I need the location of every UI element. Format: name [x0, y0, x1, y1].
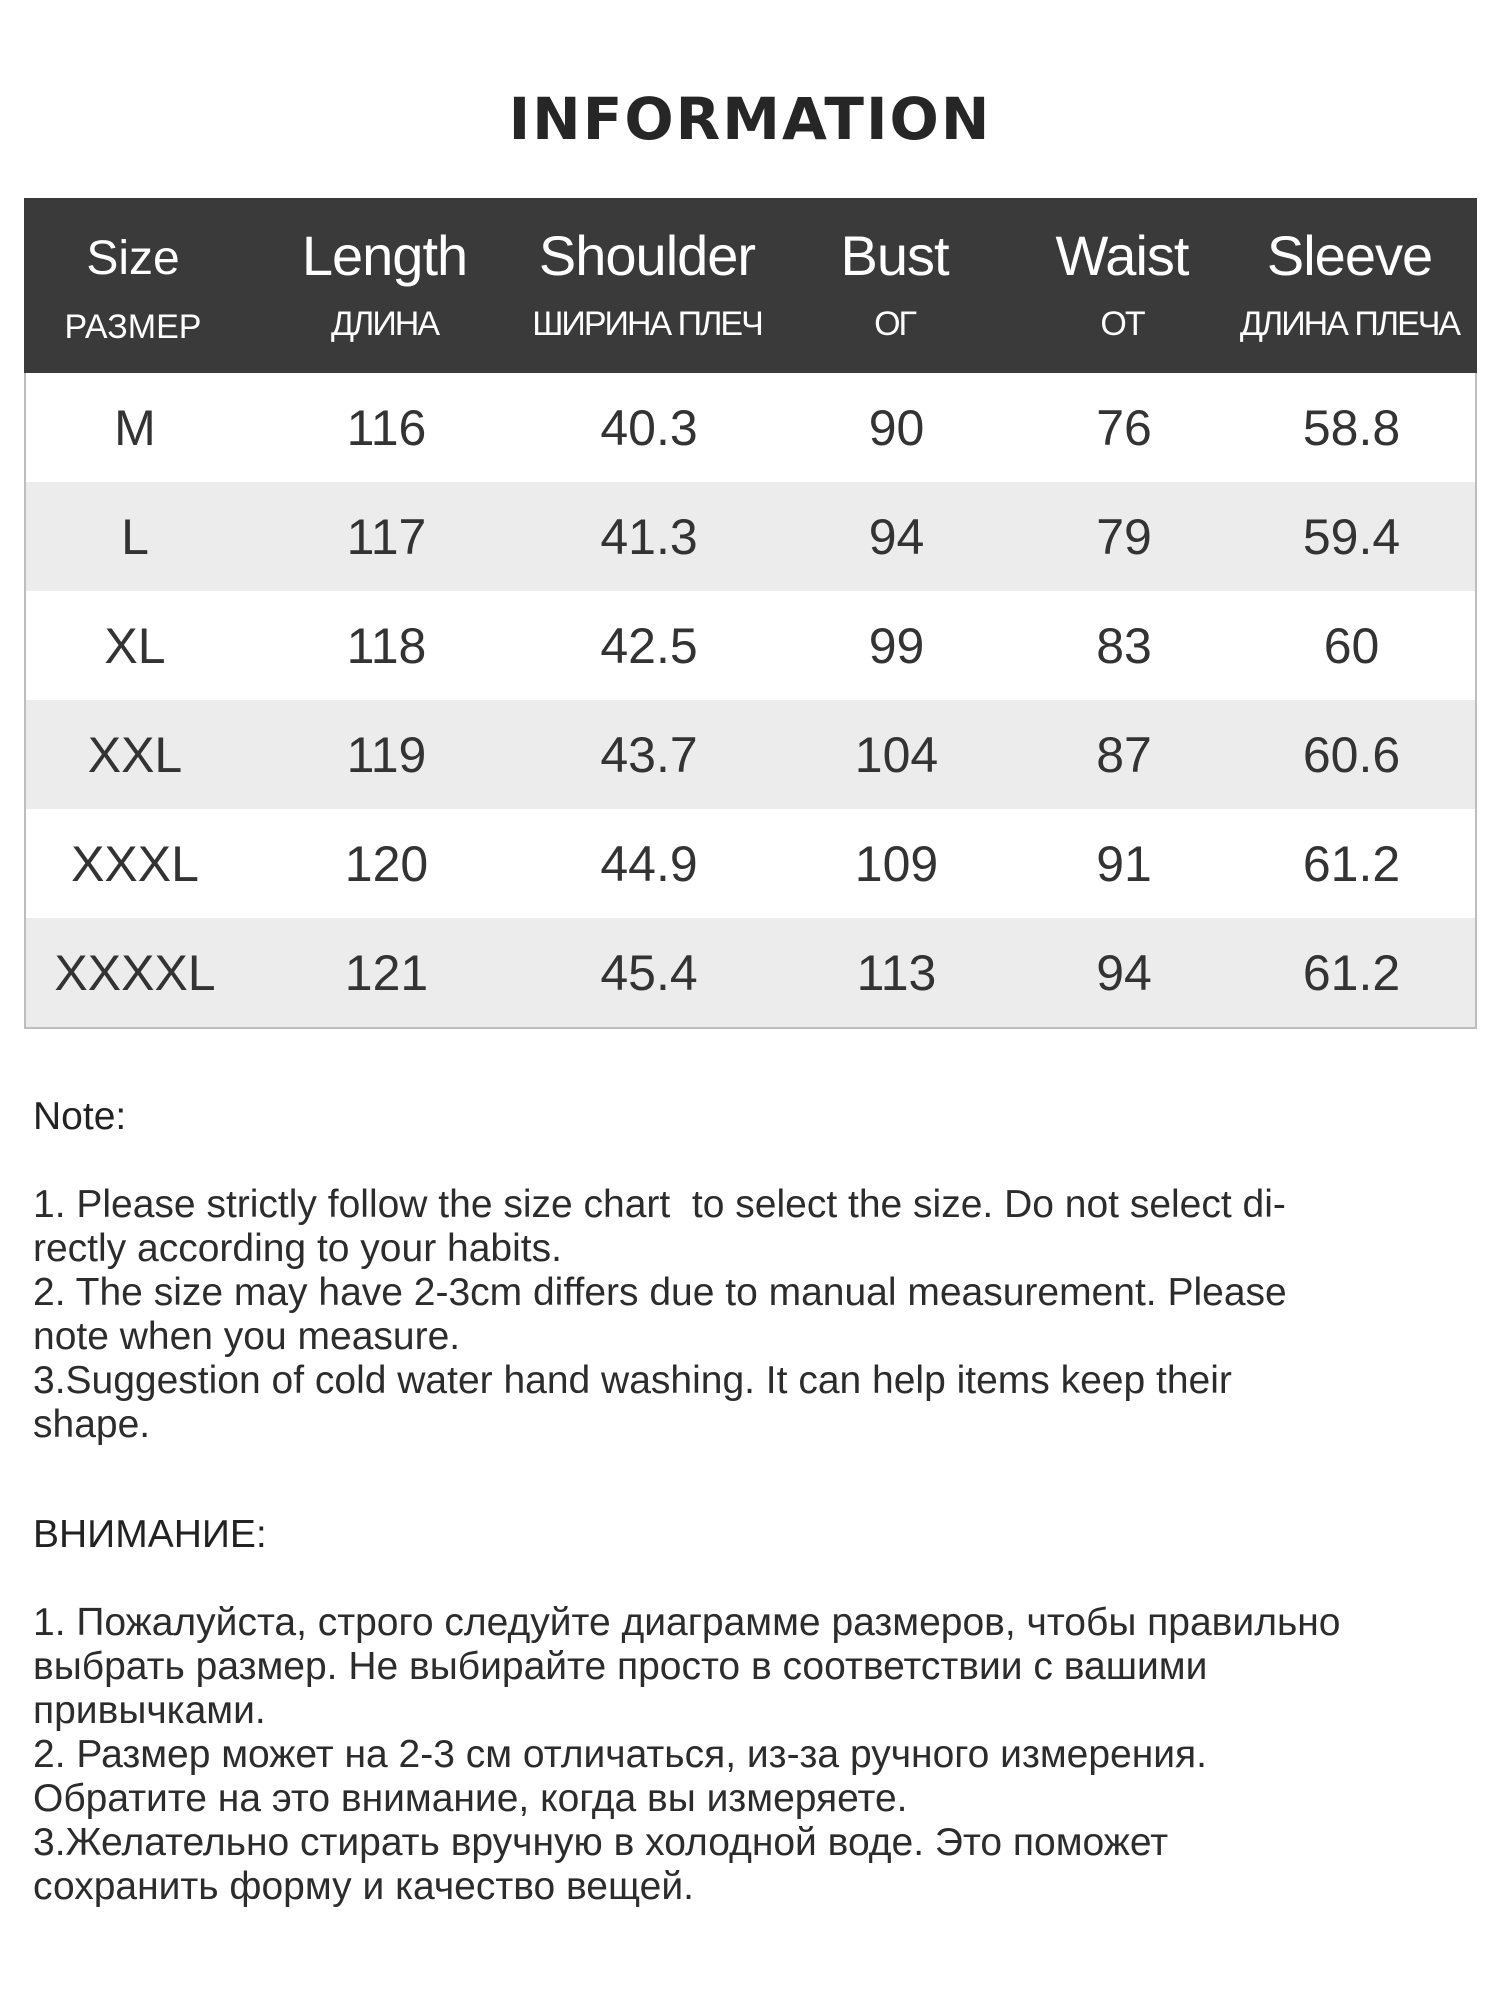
- cell-length: 117: [346, 508, 427, 565]
- size-chart-table: [24, 198, 1477, 1029]
- note-en-line: rectly according to your habits.: [33, 1227, 562, 1270]
- cell-waist: 79: [1096, 508, 1152, 565]
- cell-length: 119: [346, 726, 427, 783]
- cell-sleeve: 59.4: [1302, 508, 1401, 565]
- cell-shoulder: 41.3: [600, 508, 698, 565]
- note-en-line: 1. Please strictly follow the size chart to select the size. Do not select di-: [33, 1183, 1286, 1226]
- table-row: [26, 700, 1475, 809]
- cell-shoulder: 43.7: [600, 726, 698, 783]
- cell-sleeve: 60: [1323, 617, 1380, 674]
- note-en-line: 2. The size may have 2-3cm differs due to manual measurement. Please: [33, 1271, 1287, 1314]
- cell-shoulder: 42.5: [600, 617, 698, 674]
- page-title: INFORMATION: [508, 85, 992, 153]
- note-ru-line: 2. Размер может на 2-3 см отличаться, из-за ручного измерения.: [33, 1733, 1207, 1776]
- note-ru-line: Обратите на это внимание, когда вы измеряете.: [33, 1777, 908, 1820]
- cell-waist: 94: [1096, 944, 1152, 1001]
- cell-sleeve: 60.6: [1302, 726, 1401, 783]
- cell-sleeve: 58.8: [1302, 399, 1401, 456]
- table-row: [26, 591, 1475, 700]
- cell-size: M: [114, 399, 156, 456]
- table-header: [24, 198, 1477, 373]
- cell-waist: 76: [1096, 399, 1152, 456]
- header-waist-en: Waist: [1055, 224, 1189, 287]
- note-ru-heading: ВНИМАНИЕ:: [33, 1513, 267, 1556]
- table-row: [26, 918, 1475, 1027]
- header-sleeve: [1222, 198, 1477, 373]
- cell-shoulder: 45.4: [600, 944, 698, 1001]
- cell-bust: 109: [854, 835, 939, 892]
- cell-waist: 83: [1096, 617, 1152, 674]
- note-en-line: shape.: [33, 1403, 151, 1446]
- cell-shoulder: 44.9: [600, 835, 698, 892]
- header-sleeve-ru: ДЛИНА ПЛЕЧА: [1239, 305, 1460, 343]
- cell-sleeve: 61.2: [1302, 835, 1401, 892]
- header-waist-ru: ОТ: [1100, 305, 1144, 343]
- header-bust: [767, 198, 1022, 373]
- note-ru-line: привычками.: [33, 1689, 266, 1732]
- table-row: [26, 482, 1475, 591]
- header-length-ru: ДЛИНА: [330, 305, 438, 343]
- cell-length: 120: [344, 835, 429, 892]
- header-size-ru: РАЗМЕР: [64, 308, 202, 346]
- header-bust-ru: ОГ: [874, 305, 915, 343]
- header-length-en: Length: [301, 224, 468, 287]
- note-en-heading: Note:: [33, 1095, 127, 1138]
- header-sleeve-en: Sleeve: [1266, 224, 1433, 287]
- cell-size: XXL: [87, 726, 183, 783]
- note-en-line: note when you measure.: [33, 1315, 461, 1358]
- header-shoulder-en: Shoulder: [538, 224, 756, 287]
- note-en-line: 3.Suggestion of cold water hand washing. It can help items keep their: [33, 1359, 1232, 1402]
- cell-waist: 87: [1096, 726, 1152, 783]
- cell-waist: 91: [1096, 835, 1152, 892]
- header-size-en: Size: [86, 232, 180, 285]
- header-shoulder-ru: ШИРИНА ПЛЕЧ: [532, 305, 762, 343]
- table-row: [26, 809, 1475, 918]
- cell-length: 118: [346, 617, 427, 674]
- cell-size: XXXXL: [54, 944, 216, 1001]
- cell-sleeve: 61.2: [1302, 944, 1401, 1001]
- cell-size: L: [121, 508, 149, 565]
- note-ru-section: [33, 1513, 1473, 1909]
- cell-bust: 90: [868, 399, 925, 456]
- cell-bust: 113: [856, 944, 937, 1001]
- cell-bust: 99: [868, 617, 925, 674]
- cell-length: 116: [346, 399, 427, 456]
- header-waist: [1022, 198, 1222, 373]
- cell-size: XL: [104, 617, 166, 674]
- note-ru-line: сохранить форму и качество вещей.: [33, 1865, 694, 1908]
- header-length: [242, 198, 527, 373]
- cell-bust: 104: [854, 726, 939, 783]
- header-shoulder: [527, 198, 767, 373]
- header-size: [24, 198, 242, 373]
- note-ru-line: 3.Желательно стирать вручную в холодной воде. Это поможет: [33, 1821, 1169, 1864]
- cell-shoulder: 40.3: [600, 399, 698, 456]
- note-en-section: [33, 1095, 1473, 1447]
- header-bust-en: Bust: [840, 224, 949, 287]
- cell-size: XXXL: [71, 835, 199, 892]
- table-row: [26, 373, 1475, 482]
- note-ru-line: выбрать размер. Не выбирайте просто в соответствии с вашими: [33, 1645, 1208, 1688]
- cell-length: 121: [344, 944, 429, 1001]
- note-ru-line: 1. Пожалуйста, строго следуйте диаграмме размеров, чтобы правильно: [33, 1601, 1341, 1644]
- cell-bust: 94: [868, 508, 925, 565]
